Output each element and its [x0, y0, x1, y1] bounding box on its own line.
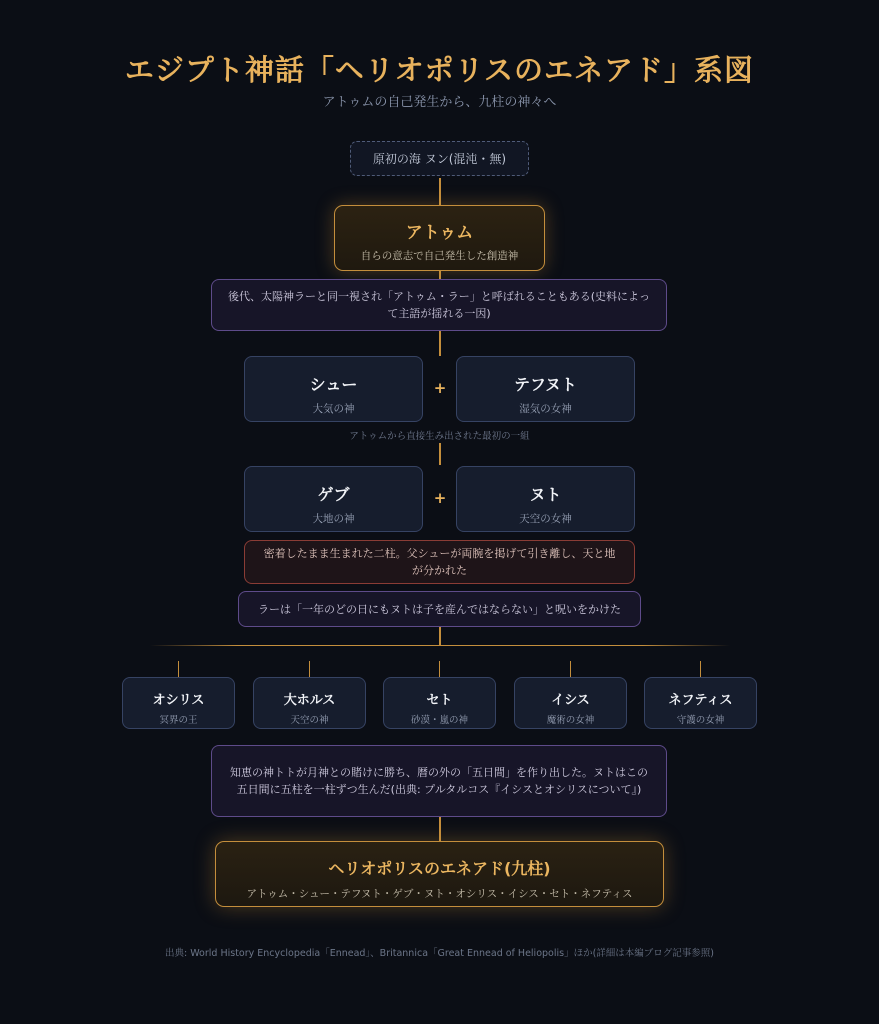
connector-line: [439, 627, 441, 645]
nut-node: [456, 466, 635, 532]
plus-sign: +: [433, 489, 447, 507]
god-name: ゲブ: [317, 485, 350, 504]
god-name: シュー: [309, 375, 358, 394]
god-desc: 湿気の女神: [519, 403, 572, 415]
primordial-nun-node: 原初の海 ヌン(混沌・無): [350, 141, 529, 176]
connector-line: [439, 443, 441, 465]
god-name: 大ホルス: [283, 693, 336, 708]
page-title: エジプト神話「ヘリオポリスのエネアド」系図: [124, 53, 755, 87]
geb-node: [244, 466, 423, 532]
god-name: ヌト: [529, 485, 562, 504]
shu-node: [244, 356, 423, 422]
branch-tick: [309, 661, 310, 677]
god-desc: 天空の女神: [519, 513, 572, 525]
isis-node: [514, 677, 627, 729]
god-desc: 冥界の王: [159, 715, 198, 726]
horus-elder-node: [253, 677, 366, 729]
page-subtitle: アトゥムの自己発生から、九柱の神々へ: [322, 95, 557, 110]
children-branch-line: [150, 645, 730, 646]
nephthys-node: [644, 677, 757, 729]
note-separation: 密着したまま生まれた二柱。父シューが両腕を掲げて引き離し、天と地が分かれた: [244, 540, 635, 584]
god-desc: 天空の神: [290, 715, 329, 726]
atum-desc: 自らの意志で自己発生した創造神: [360, 250, 519, 262]
god-desc: 守護の女神: [676, 715, 725, 726]
pair-caption: アトゥムから直接生み出された最初の一組: [349, 431, 530, 442]
god-desc: 大地の神: [312, 513, 355, 525]
source-footnote: 出典: World History Encyclopedia「Ennead」、Britannica「Great Ennead of Heliopolis」ほか(詳細は本編ブログ記事参照): [165, 948, 714, 959]
god-name: セト: [426, 693, 453, 708]
branch-tick: [570, 661, 571, 677]
set-node: [383, 677, 496, 729]
connector-line: [439, 817, 441, 841]
osiris-node: [122, 677, 235, 729]
note-curse: ラーは「一年のどの日にもヌトは子を産んではならない」と呪いをかけた: [238, 591, 641, 627]
god-name: テフヌト: [514, 375, 577, 394]
note-ra: 後代、太陽神ラーと同一視され「アトゥム・ラー」と呼ばれることもある(史料によって主語が揺れる一因): [211, 279, 667, 331]
ennead-node: [215, 841, 664, 907]
connector-line: [439, 331, 441, 356]
tefnut-node: [456, 356, 635, 422]
ennead-members: アトゥム・シュー・テフヌト・ゲブ・ヌト・オシリス・イシス・セト・ネフティス: [246, 888, 633, 900]
ennead-name: ヘリオポリスのエネアド(九柱): [328, 859, 551, 878]
branch-tick: [178, 661, 179, 677]
branch-tick: [439, 661, 440, 677]
god-desc: 砂漠・嵐の神: [410, 715, 468, 726]
god-name: ネフティス: [668, 693, 733, 708]
god-name: イシス: [551, 693, 590, 708]
connector-line: [439, 178, 441, 205]
god-name: オシリス: [152, 693, 205, 708]
atum-node: [334, 205, 545, 271]
connector-line: [439, 271, 441, 279]
god-desc: 魔術の女神: [546, 715, 595, 726]
note-thoth: 知恵の神トトが月神との賭けに勝ち、暦の外の「五日間」を作り出した。ヌトはこの五日間に五柱を一柱ずつ生んだ(出典: プルタルコス『イシスとオシリスについて』): [211, 745, 667, 817]
branch-tick: [700, 661, 701, 677]
atum-name: アトゥム: [405, 223, 474, 243]
god-desc: 大気の神: [312, 403, 355, 415]
plus-sign: +: [433, 379, 447, 397]
